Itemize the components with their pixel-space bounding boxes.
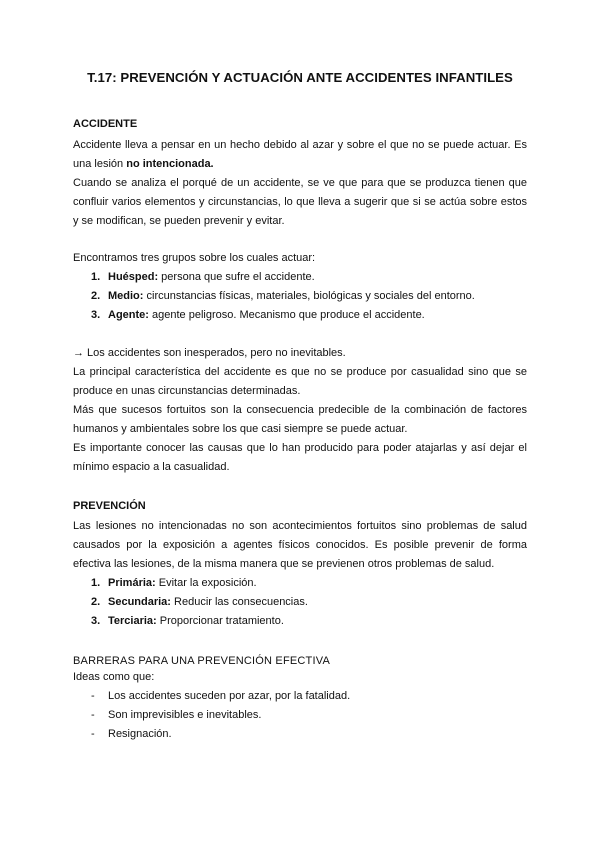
section-heading-barreras: BARRERAS PARA UNA PREVENCIÓN EFECTIVA — [73, 655, 330, 667]
groups-list — [91, 268, 475, 325]
list-desc: agente peligroso. Mecanismo que produce el accidente. — [148, 309, 425, 321]
list-item — [91, 725, 350, 744]
section-heading-accidente: ACCIDENTE — [73, 118, 138, 130]
list-item — [91, 306, 475, 325]
list-number: 3. — [91, 309, 101, 321]
paragraph: La principal característica del accidente es que no se produce por casualidad sino que se produce en unas circunstancias determinadas. — [73, 366, 527, 397]
list-number: 2. — [91, 290, 101, 302]
list-desc: Reducir las consecuencias. — [170, 596, 308, 608]
list-term: Primária: — [108, 577, 156, 589]
list-item — [91, 706, 350, 725]
list-item — [91, 612, 308, 631]
list-item — [91, 574, 308, 593]
paragraph: Es importante conocer las causas que lo han producido para poder atajarlas y así dejar el mínimo espacio a la casualidad. — [73, 442, 527, 473]
section-heading-prevencion: PREVENCIÓN — [73, 500, 146, 512]
list-text: Son imprevisibles e inevitables. — [108, 709, 262, 721]
accidente-notes — [73, 344, 527, 477]
list-term: Terciaria: — [108, 615, 157, 627]
paragraph: Más que sucesos fortuitos son la consecuencia predecible de la combinación de factores humanos y ambientales sobre los que casi siempre se puede actuar. — [73, 404, 527, 435]
list-text: Resignación. — [108, 728, 172, 740]
accidente-definition — [73, 136, 527, 231]
list-term: Secundaria: — [108, 596, 171, 608]
list-item — [91, 687, 350, 706]
paragraph-text: Accidente lleva a pensar en un hecho debido al azar y sobre el que no se puede actuar. Es una lesión — [73, 139, 527, 170]
barreras-list — [91, 687, 350, 744]
dash-bullet: - — [91, 709, 95, 721]
list-item — [91, 268, 475, 287]
dash-bullet: - — [91, 690, 95, 702]
list-number: 1. — [91, 271, 101, 283]
prevention-levels-list — [91, 574, 308, 631]
list-desc: Proporcionar tratamiento. — [156, 615, 284, 627]
page-title: T.17: PREVENCIÓN Y ACTUACIÓN ANTE ACCIDENTES INFANTILES — [87, 70, 513, 85]
list-text: Los accidentes suceden por azar, por la fatalidad. — [108, 690, 351, 702]
list-number: 2. — [91, 596, 101, 608]
paragraph — [73, 136, 527, 174]
paragraph: → Los accidentes son inesperados, pero no inevitables. — [73, 347, 346, 359]
paragraph: Cuando se analiza el porqué de un accidente, se ve que para que se produzca tienen que confluir varios elementos y circunstancias, lo que lleva a sugerir que si se actúa sobre estos y se modifican, se pueden prevenir y evitar. — [73, 177, 527, 227]
list-number: 3. — [91, 615, 101, 627]
list-desc: circunstancias físicas, materiales, biológicas y sociales del entorno. — [143, 290, 475, 302]
list-number: 1. — [91, 577, 101, 589]
dash-bullet: - — [91, 728, 95, 740]
list-item — [91, 287, 475, 306]
list-term: Agente: — [108, 309, 149, 321]
prevencion-paragraph: Las lesiones no intencionadas no son acontecimientos fortuitos sino problemas de salud causados por la exposición a agentes físicos conocidos. Es posible prevenir de forma efectiva las lesiones, de la misma manera que se previenen otros problemas de salud. — [73, 520, 527, 570]
groups-intro: Encontramos tres grupos sobre los cuales actuar: — [73, 252, 316, 264]
list-desc: Evitar la exposición. — [155, 577, 257, 589]
list-term: Huésped: — [108, 271, 159, 283]
list-term: Medio: — [108, 290, 144, 302]
list-desc: persona que sufre el accidente. — [158, 271, 315, 283]
barreras-intro: Ideas como que: — [73, 671, 155, 683]
list-item — [91, 593, 308, 612]
emphasis-text: no intencionada. — [126, 158, 214, 170]
